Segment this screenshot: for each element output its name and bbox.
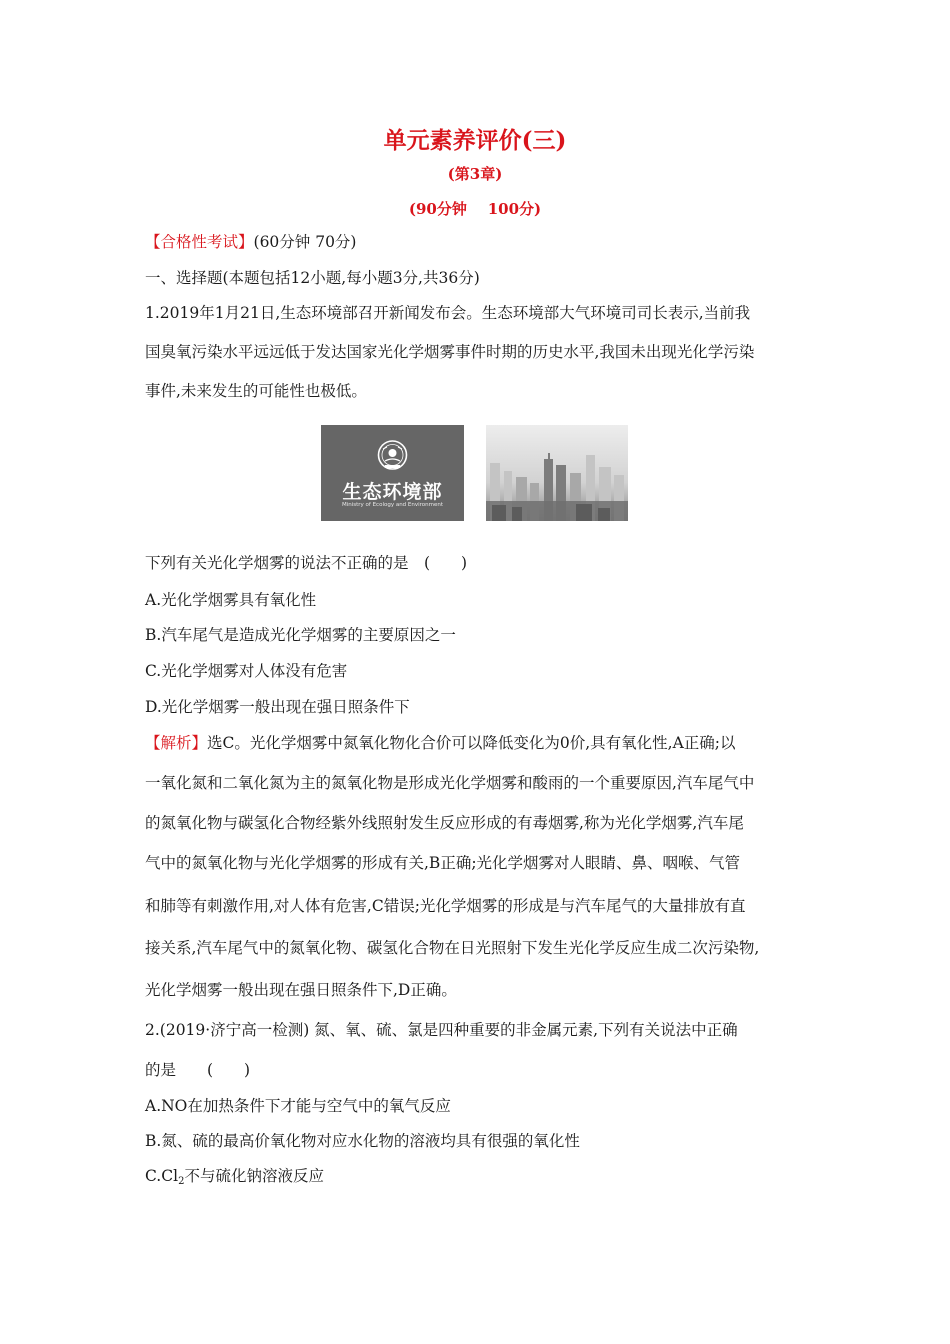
q2-option-a: A.NO在加热条件下才能与空气中的氧气反应 <box>145 1097 451 1115</box>
part-title: 一、选择题(本题包括12小题,每小题3分,共36分) <box>145 269 480 287</box>
logo-text: 生态环境部 <box>342 481 443 503</box>
q1-analysis-line: 接关系,汽车尾气中的氮氧化物、碳氢化合物在日光照射下发生光化学反应生成二次污染物, <box>145 939 760 957</box>
q2-option-c <box>145 1165 815 1193</box>
section-tag: 【合格性考试】 <box>145 233 254 251</box>
page-title: 单元素养评价(三) <box>383 127 567 154</box>
q1-option-b: B.汽车尾气是造成光化学烟雾的主要原因之一 <box>145 626 456 644</box>
time-score-label: (90分钟 100分) <box>408 200 542 218</box>
q1-option-d: D.光化学烟雾一般出现在强日照条件下 <box>145 698 410 716</box>
option-c-prefix: C.Cl <box>145 1167 179 1185</box>
option-c-rest: 不与硫化钠溶液反应 <box>184 1167 324 1185</box>
q1-analysis-line: 气中的氮氧化物与光化学烟雾的形成有关,B正确;光化学烟雾对人眼睛、鼻、咽喉、气管 <box>145 854 741 872</box>
q2-option-b: B.氮、硫的最高价氧化物对应水化物的溶液均具有很强的氧化性 <box>145 1132 580 1150</box>
section-heading <box>145 231 815 253</box>
analysis-text: 选C。光化学烟雾中氮氧化物化合价可以降低变化为0价,具有氧化性,A正确;以 <box>207 734 736 752</box>
chapter-label: (第3章) <box>447 165 503 183</box>
q2-stem-line: 2.(2019·济宁高一检测) 氮、氧、硫、氯是四种重要的非金属元素,下列有关说法中正确 <box>145 1021 738 1039</box>
q1-analysis-line: 的氮氧化物与碳氢化合物经紫外线照射发生反应形成的有毒烟雾,称为光化学烟雾,汽车尾 <box>145 814 744 832</box>
q1-stem-line: 事件,未来发生的可能性也极低。 <box>145 382 367 400</box>
analysis-tag: 【解析】 <box>145 734 208 752</box>
q2-stem-line: 的是 ( ) <box>145 1061 251 1079</box>
q1-stem-line: 1.2019年1月21日,生态环境部召开新闻发布会。生态环境部大气环境司司长表示,当前我 <box>145 304 751 322</box>
q1-option-a: A.光化学烟雾具有氧化性 <box>145 591 317 609</box>
q1-analysis-line <box>145 732 815 754</box>
ministry-logo-image <box>321 425 464 521</box>
q1-option-c: C.光化学烟雾对人体没有危害 <box>145 662 348 680</box>
logo-subtext: Ministry of Ecology and Environment <box>341 502 444 508</box>
q1-analysis-line: 和肺等有刺激作用,对人体有危害,C错误;光化学烟雾的形成是与汽车尾气的大量排放有直 <box>145 897 746 915</box>
city-skyline-illustration <box>486 425 628 521</box>
chlorine-subscript: 2 <box>178 1176 185 1187</box>
q1-question: 下列有关光化学烟雾的说法不正确的是 ( ) <box>145 554 468 572</box>
q1-stem-line: 国臭氧污染水平远远低于发达国家光化学烟雾事件时期的历史水平,我国未出现光化学污染 <box>145 343 755 361</box>
smog-city-photo <box>486 425 628 521</box>
section-tag-rest: (60分钟 70分) <box>253 233 357 251</box>
q1-analysis-line: 光化学烟雾一般出现在强日照条件下,D正确。 <box>145 981 457 999</box>
q1-analysis-line: 一氧化氮和二氧化氮为主的氮氧化物是形成光化学烟雾和酸雨的一个重要原因,汽车尾气中 <box>145 774 755 792</box>
